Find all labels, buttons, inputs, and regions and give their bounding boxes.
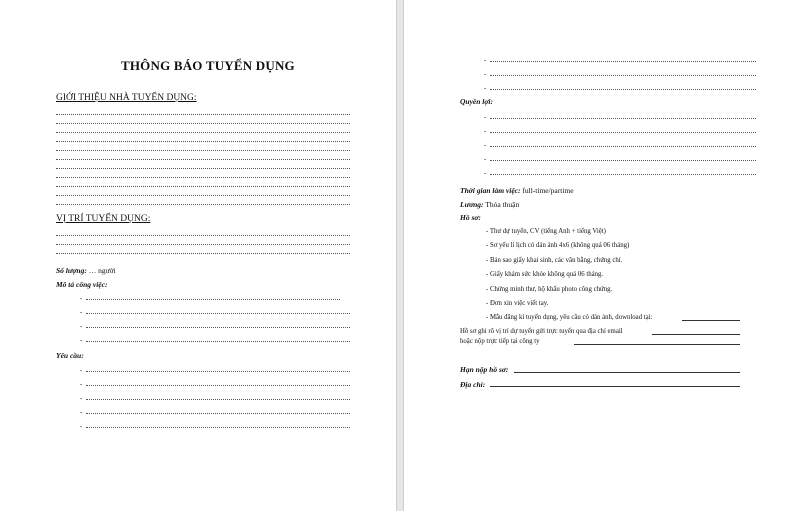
- document-title: THÔNG BÁO TUYỂN DỤNG: [121, 58, 295, 73]
- job-description-label: Mô tả công việc:: [56, 280, 108, 289]
- document-item: - Bản sao giấy khai sinh, các văn bằng, chứng chỉ.: [486, 257, 623, 264]
- bullet-dash: -: [484, 70, 487, 78]
- intro-line[interactable]: [56, 117, 350, 124]
- salary-value[interactable]: Thỏa thuận: [485, 200, 520, 209]
- document-item: - Đơn xin việc viết tay.: [486, 300, 549, 307]
- job-description-line[interactable]: [86, 307, 350, 314]
- requirements-line[interactable]: [86, 407, 350, 414]
- position-line[interactable]: [56, 238, 350, 245]
- requirements-line[interactable]: [490, 69, 756, 76]
- requirements-line[interactable]: [86, 379, 350, 386]
- address-label: Địa chỉ:: [460, 380, 486, 389]
- document-item: - Mẫu đăng kí tuyển dụng, yêu cầu có dán ảnh, download tại:: [486, 314, 653, 321]
- bullet-dash: -: [484, 155, 487, 163]
- quantity-label: Số lượng:: [56, 266, 87, 275]
- intro-line[interactable]: [56, 198, 350, 205]
- left-page: [0, 0, 396, 511]
- intro-line[interactable]: [56, 180, 350, 187]
- requirements-line[interactable]: [490, 55, 756, 62]
- intro-line[interactable]: [56, 108, 350, 115]
- bullet-dash: -: [484, 141, 487, 149]
- bullet-dash: -: [484, 84, 487, 92]
- benefits-line[interactable]: [490, 126, 756, 133]
- bullet-dash: -: [484, 127, 487, 135]
- email-line[interactable]: [652, 334, 740, 335]
- company-line[interactable]: [574, 344, 740, 345]
- quantity-value[interactable]: … người: [88, 266, 116, 275]
- bullet-dash: -: [80, 294, 83, 302]
- work-time-value[interactable]: full-time/partime: [522, 186, 574, 195]
- benefits-line[interactable]: [490, 154, 756, 161]
- quantity-row: [56, 266, 116, 275]
- position-line[interactable]: [56, 229, 350, 236]
- position-heading: VỊ TRÍ TUYỂN DỤNG:: [56, 214, 151, 224]
- bullet-dash: -: [484, 113, 487, 121]
- bullet-dash: -: [484, 56, 487, 64]
- intro-line[interactable]: [56, 162, 350, 169]
- bullet-dash: -: [80, 408, 83, 416]
- deadline-label: Hạn nộp hồ sơ:: [460, 365, 509, 374]
- intro-line[interactable]: [56, 153, 350, 160]
- document-item: - Sơ yếu lí lịch có dán ảnh 4x6 (không quá 06 tháng): [486, 242, 630, 249]
- document-item: - Giấy khám sức khỏe không quá 06 tháng.: [486, 271, 604, 278]
- intro-heading: GIỚI THIỆU NHÀ TUYỂN DỤNG:: [56, 93, 197, 103]
- position-line[interactable]: [56, 247, 350, 254]
- intro-line[interactable]: [56, 171, 350, 178]
- address-line[interactable]: [490, 386, 740, 387]
- salary-row: [460, 200, 519, 209]
- benefits-line[interactable]: [490, 168, 756, 175]
- requirements-line[interactable]: [490, 83, 756, 90]
- benefits-label: Quyền lợi:: [460, 97, 493, 106]
- bullet-dash: -: [80, 366, 83, 374]
- benefits-line[interactable]: [490, 140, 756, 147]
- benefits-line[interactable]: [490, 112, 756, 119]
- submit-instruction-1: Hồ sơ ghi rõ vị trí dự tuyển gửi trực tuyến qua địa chỉ email: [460, 328, 623, 335]
- submit-instruction-2: hoặc nộp trực tiếp tại công ty: [460, 338, 540, 345]
- salary-label: Lương:: [460, 200, 484, 209]
- requirements-label: Yêu cầu:: [56, 351, 84, 360]
- intro-line[interactable]: [56, 144, 350, 151]
- bullet-dash: -: [80, 308, 83, 316]
- bullet-dash: -: [80, 336, 83, 344]
- bullet-dash: -: [80, 322, 83, 330]
- deadline-line[interactable]: [514, 372, 740, 373]
- work-time-label: Thời gian làm việc:: [460, 186, 521, 195]
- job-description-line[interactable]: [86, 321, 350, 328]
- bullet-dash: -: [80, 380, 83, 388]
- right-page: [404, 0, 800, 511]
- document-item: - Chứng minh thư, hộ khẩu photo công chứng.: [486, 286, 613, 293]
- bullet-dash: -: [484, 169, 487, 177]
- bullet-dash: -: [80, 422, 83, 430]
- intro-line[interactable]: [56, 189, 350, 196]
- job-description-line[interactable]: [86, 293, 340, 300]
- document-item: - Thư dự tuyển, CV (tiếng Anh + tiếng Việt): [486, 228, 606, 235]
- job-description-line[interactable]: [86, 335, 350, 342]
- requirements-line[interactable]: [86, 365, 350, 372]
- documents-label: Hồ sơ:: [460, 213, 481, 222]
- requirements-line[interactable]: [86, 421, 350, 428]
- work-time-row: [460, 186, 574, 195]
- download-link-line[interactable]: [682, 320, 740, 321]
- intro-line[interactable]: [56, 135, 350, 142]
- intro-line[interactable]: [56, 126, 350, 133]
- bullet-dash: -: [80, 394, 83, 402]
- requirements-line[interactable]: [86, 393, 350, 400]
